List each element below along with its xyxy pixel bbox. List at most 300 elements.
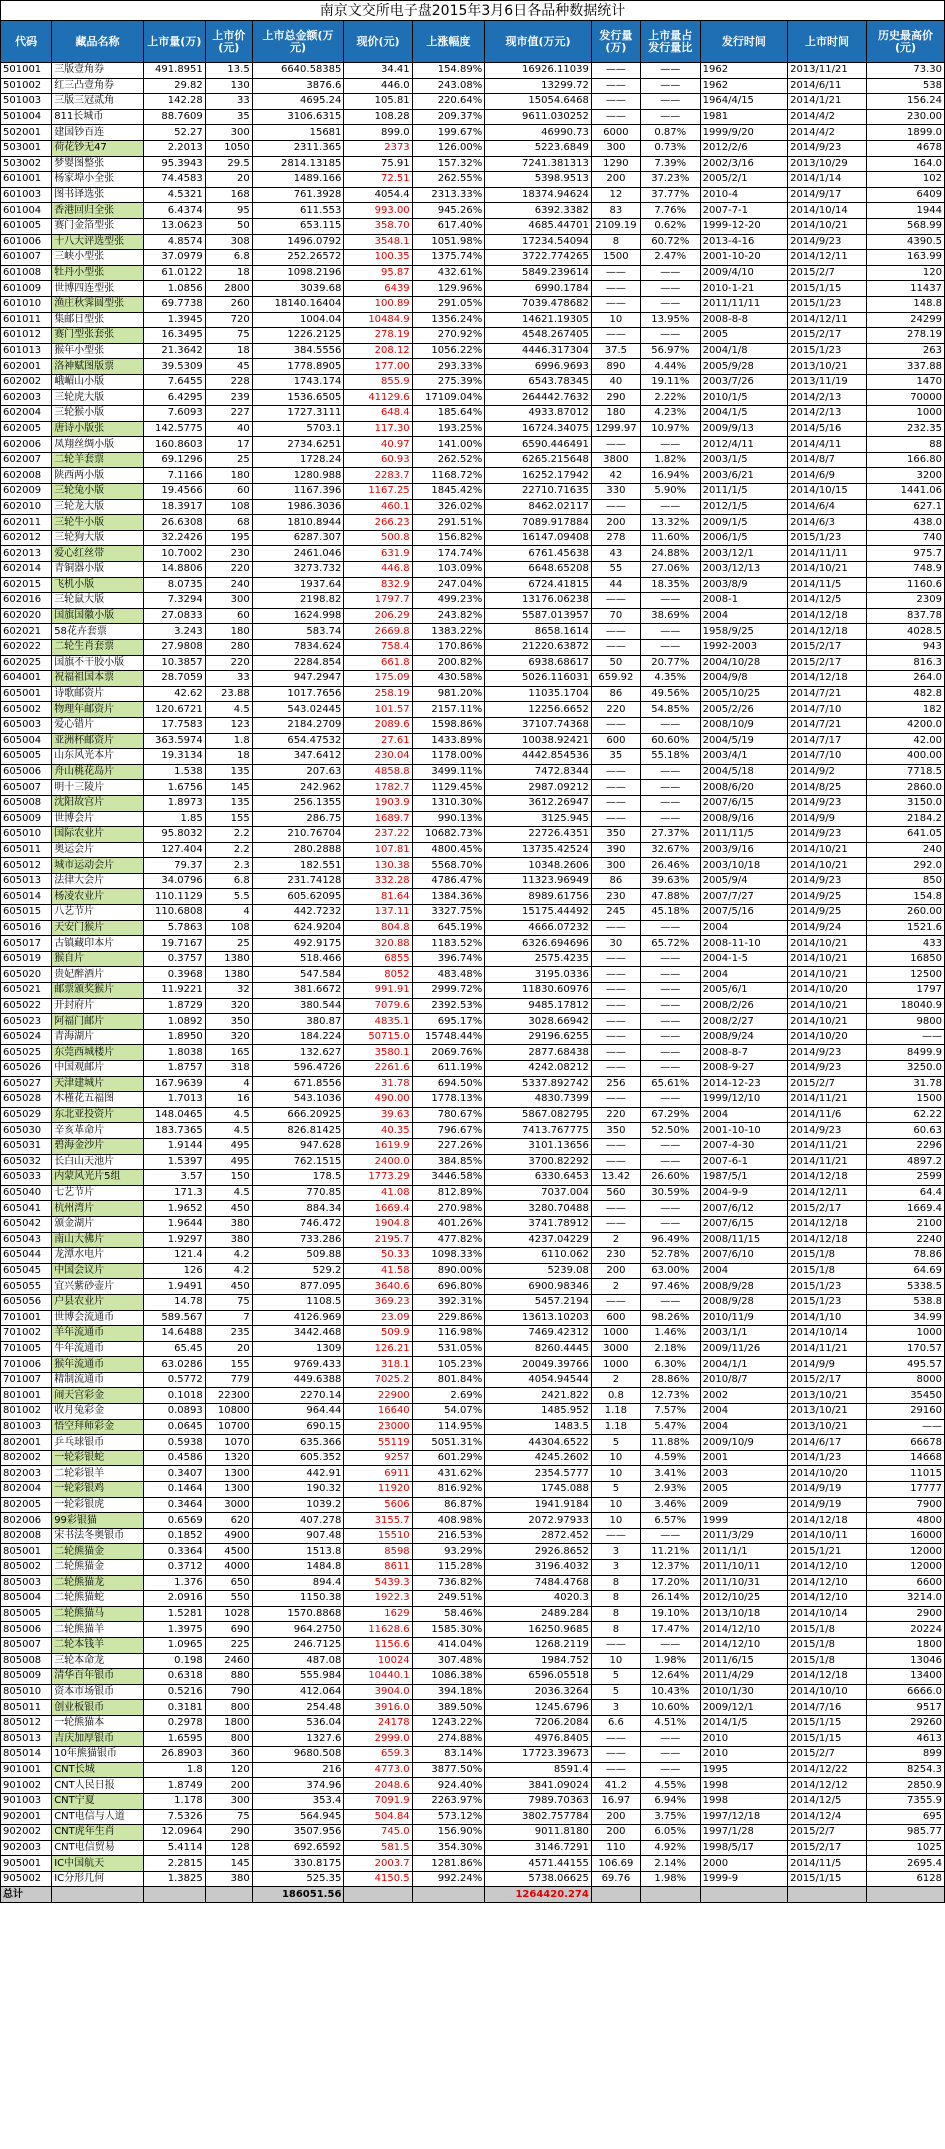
table-cell: 1984.752 — [485, 1653, 592, 1669]
table-cell: 6128 — [867, 1871, 945, 1887]
table-cell: 611.553 — [252, 203, 344, 219]
table-cell: 1997/12/18 — [700, 1809, 787, 1825]
table-cell: 2400.0 — [344, 1154, 412, 1170]
table-cell: 200 — [591, 1263, 640, 1279]
table-cell: 293.33% — [412, 359, 485, 375]
table-cell: 164.0 — [867, 156, 945, 172]
table-cell: 29196.6255 — [485, 1029, 592, 1045]
table-cell: 2014/12/22 — [788, 1762, 867, 1778]
table-cell: 380 — [205, 1216, 252, 1232]
table-cell: 3446.58% — [412, 1170, 485, 1186]
table-cell: 290 — [205, 1825, 252, 1841]
table-cell: 602009 — [1, 484, 52, 500]
table-cell: 2014/10/21 — [788, 967, 867, 983]
table-row — [1, 1793, 945, 1809]
table-cell: 605028 — [1, 1092, 52, 1108]
table-cell: 1999 — [700, 1513, 787, 1529]
table-cell — [52, 1887, 144, 1903]
table-cell: 105.23% — [412, 1357, 485, 1373]
table-row — [1, 1778, 945, 1794]
column-header: 现价(元) — [344, 21, 412, 63]
table-cell: 2014/10/21 — [788, 998, 867, 1014]
table-cell: 60.60% — [640, 733, 700, 749]
table-cell: 1168.72% — [412, 468, 485, 484]
table-cell: 602011 — [1, 515, 52, 531]
table-cell: 115.28% — [412, 1560, 485, 1576]
table-cell: 86.87% — [412, 1497, 485, 1513]
table-row — [1, 983, 945, 999]
table-cell: 2015/1/21 — [788, 1544, 867, 1560]
table-row — [1, 749, 945, 765]
table-row — [1, 1809, 945, 1825]
table-cell: 2004/5/18 — [700, 764, 787, 780]
table-cell: 2010 — [700, 1747, 787, 1763]
table-cell: 24178 — [344, 1715, 412, 1731]
table-row — [1, 1388, 945, 1404]
table-cell: 2010-1-21 — [700, 281, 787, 297]
table-row — [1, 1310, 945, 1326]
table-cell: 4548.267405 — [485, 328, 592, 344]
table-cell: 2014/9/23 — [788, 795, 867, 811]
table-cell — [640, 1887, 700, 1903]
table-cell: 44304.6522 — [485, 1435, 592, 1451]
table-cell: 360 — [205, 1747, 252, 1763]
table-cell: 15748.44% — [412, 1029, 485, 1045]
table-row — [1, 187, 945, 203]
table-cell: 54.85% — [640, 702, 700, 718]
table-cell: 1129.45% — [412, 780, 485, 796]
table-cell: 17109.04% — [412, 390, 485, 406]
table-cell: 20049.39766 — [485, 1357, 592, 1373]
table-cell: 2001-10-20 — [700, 250, 787, 266]
table-cell: 2.69% — [412, 1388, 485, 1404]
table-cell: 2311.365 — [252, 140, 344, 156]
table-cell: 3.243 — [143, 624, 205, 640]
table-cell: 220.64% — [412, 94, 485, 110]
table-cell: 155 — [205, 811, 252, 827]
table-row — [1, 1856, 945, 1872]
table-row — [1, 811, 945, 827]
table-cell: 二轮彩银羊 — [52, 1466, 144, 1482]
total-row — [1, 1887, 945, 1903]
table-cell: 2008/9/28 — [700, 1279, 787, 1295]
table-cell: 0.3181 — [143, 1700, 205, 1716]
table-row — [1, 421, 945, 437]
table-cell: 62.22 — [867, 1107, 945, 1123]
table-cell: 374.96 — [252, 1778, 344, 1794]
table-cell: 37107.74368 — [485, 717, 592, 733]
table-cell: —— — [591, 780, 640, 796]
table-cell: 6330.6453 — [485, 1170, 592, 1186]
table-cell: 2015/1/15 — [788, 1715, 867, 1731]
table-cell: 2014/11/21 — [788, 1092, 867, 1108]
table-cell: 200 — [591, 1825, 640, 1841]
table-cell: 67.29% — [640, 1107, 700, 1123]
table-cell: 2014/9/23 — [788, 1123, 867, 1139]
table-cell: 95.87 — [344, 265, 412, 281]
table-cell: 0.5216 — [143, 1684, 205, 1700]
table-cell: 贵妃醉酒片 — [52, 967, 144, 983]
table-cell: 2014/9/24 — [788, 920, 867, 936]
table-cell: 2014/10/10 — [788, 1684, 867, 1700]
table-cell: 100.35 — [344, 250, 412, 266]
table-cell: 10700 — [205, 1419, 252, 1435]
table-cell: 5703.1 — [252, 421, 344, 437]
table-cell: 79.37 — [143, 858, 205, 874]
table-row — [1, 1263, 945, 1279]
table-cell: 1.8757 — [143, 1061, 205, 1077]
table-cell: 801.84% — [412, 1372, 485, 1388]
table-cell: 3.75% — [640, 1809, 700, 1825]
table-cell: 13.32% — [640, 515, 700, 531]
table-cell: 2013/10/18 — [700, 1606, 787, 1622]
table-cell: 605021 — [1, 983, 52, 999]
table-cell: 2008-1 — [700, 593, 787, 609]
table-cell: 9680.508 — [252, 1747, 344, 1763]
table-cell: 148.8 — [867, 296, 945, 312]
table-cell: 2011/10/31 — [700, 1575, 787, 1591]
table-cell: 605013 — [1, 873, 52, 889]
table-cell: 200 — [205, 1778, 252, 1794]
table-cell: 602006 — [1, 437, 52, 453]
table-cell: 16.97 — [591, 1793, 640, 1809]
table-cell: 9485.17812 — [485, 998, 592, 1014]
table-cell: 4666.07232 — [485, 920, 592, 936]
table-cell: 1320 — [205, 1450, 252, 1466]
table-cell: 1178.00% — [412, 749, 485, 765]
table-cell: 605029 — [1, 1107, 52, 1123]
table-cell: 30.59% — [640, 1185, 700, 1201]
table-cell: 0.3757 — [143, 951, 205, 967]
table-cell: 88.7609 — [143, 109, 205, 125]
table-cell: 3195.0336 — [485, 967, 592, 983]
table-cell: 3250.0 — [867, 1061, 945, 1077]
table-cell: 66678 — [867, 1435, 945, 1451]
table-cell: 2015/2/17 — [788, 328, 867, 344]
table-cell: 1845.42% — [412, 484, 485, 500]
table-cell: 135 — [205, 795, 252, 811]
table-row — [1, 1045, 945, 1061]
table-cell: 中国观邮片 — [52, 1061, 144, 1077]
table-cell: 22900 — [344, 1388, 412, 1404]
table-cell: 2008/9/24 — [700, 1029, 787, 1045]
table-cell: 2014/10/20 — [788, 1029, 867, 1045]
table-cell: 1383.22% — [412, 624, 485, 640]
column-header: 上市总金额(万元) — [252, 21, 344, 63]
table-cell: —— — [640, 593, 700, 609]
table-cell: 804.8 — [344, 920, 412, 936]
table-cell: 270.92% — [412, 328, 485, 344]
table-cell — [412, 1887, 485, 1903]
table-cell: 10024 — [344, 1653, 412, 1669]
table-cell: 2048.6 — [344, 1778, 412, 1794]
table-cell: 6.94% — [640, 1793, 700, 1809]
table-cell: 17234.54094 — [485, 234, 592, 250]
table-row — [1, 1684, 945, 1700]
table-cell: 3.41% — [640, 1466, 700, 1482]
table-cell: 350 — [205, 1014, 252, 1030]
table-cell: —— — [640, 94, 700, 110]
table-cell: 猴年流通币 — [52, 1357, 144, 1373]
table-cell: 165 — [205, 1045, 252, 1061]
table-cell: 2072.97933 — [485, 1513, 592, 1529]
table-cell: 1.9491 — [143, 1279, 205, 1295]
table-cell: 2.2 — [205, 842, 252, 858]
table-cell: 4976.8405 — [485, 1731, 592, 1747]
table-cell: 491.8951 — [143, 63, 205, 79]
table-cell: 2195.7 — [344, 1232, 412, 1248]
table-cell: 5606 — [344, 1497, 412, 1513]
table-cell: 3580.1 — [344, 1045, 412, 1061]
table-cell: 135 — [205, 764, 252, 780]
table-cell: 5439.3 — [344, 1575, 412, 1591]
table-cell: 1039.2 — [252, 1497, 344, 1513]
table-cell: 2014/10/11 — [788, 1528, 867, 1544]
table-cell: 19.3134 — [143, 749, 205, 765]
table-cell: 2004/10/28 — [700, 655, 787, 671]
table-cell: 156.24 — [867, 94, 945, 110]
table-cell: 605031 — [1, 1138, 52, 1154]
table-cell: 2015/2/17 — [788, 1201, 867, 1217]
table-cell: 256 — [591, 1076, 640, 1092]
table-cell: 2007-7-1 — [700, 203, 787, 219]
table-cell: 东莞西城楼片 — [52, 1045, 144, 1061]
table-cell: 101.57 — [344, 702, 412, 718]
table-cell: 1.8950 — [143, 1029, 205, 1045]
table-cell: 2003/1/5 — [700, 452, 787, 468]
table-cell: IC分形几何 — [52, 1871, 144, 1887]
table-cell: 闹天宫彩金 — [52, 1388, 144, 1404]
table-cell: 659.92 — [591, 671, 640, 687]
table-cell: 山东风光本片 — [52, 749, 144, 765]
table-cell: 509.9 — [344, 1326, 412, 1342]
table-cell: 开封府片 — [52, 998, 144, 1014]
table-row — [1, 1482, 945, 1498]
table-cell: 6000 — [591, 125, 640, 141]
table-cell: 梦婴图整张 — [52, 156, 144, 172]
table-cell: 1944 — [867, 203, 945, 219]
table-cell: 24299 — [867, 312, 945, 328]
table-cell: 605014 — [1, 889, 52, 905]
table-cell: 156.82% — [412, 530, 485, 546]
table-cell: 2014-12-23 — [700, 1076, 787, 1092]
table-cell: 601012 — [1, 328, 52, 344]
table-cell: 56.97% — [640, 343, 700, 359]
table-cell: 2003/1/1 — [700, 1326, 787, 1342]
table-cell: 3273.732 — [252, 562, 344, 578]
table-cell: 2012/4/11 — [700, 437, 787, 453]
table-cell: 18 — [205, 749, 252, 765]
table-row — [1, 1123, 945, 1139]
table-cell: —— — [591, 94, 640, 110]
table-cell: 2014/12/10 — [788, 1591, 867, 1607]
table-cell: 65.45 — [143, 1341, 205, 1357]
table-cell: 1167.396 — [252, 484, 344, 500]
table-cell: 三峡小型张 — [52, 250, 144, 266]
table-cell: 1108.5 — [252, 1294, 344, 1310]
table-cell: 2000 — [700, 1856, 787, 1872]
table-cell: 278.19 — [867, 328, 945, 344]
sheet-title: 南京文交所电子盘2015年3月6日各品种数据统计 — [0, 0, 945, 20]
table-cell: 604001 — [1, 671, 52, 687]
table-cell: 3700.82292 — [485, 1154, 592, 1170]
table-cell: 2004 — [700, 1107, 787, 1123]
table-cell: 1160.6 — [867, 577, 945, 593]
table-row — [1, 515, 945, 531]
table-cell: 2014/7/21 — [788, 686, 867, 702]
table-cell: 4897.2 — [867, 1154, 945, 1170]
table-cell: 230.00 — [867, 109, 945, 125]
table-cell: 605.352 — [252, 1450, 344, 1466]
table-cell: 394.18% — [412, 1684, 485, 1700]
table-cell: 58花卉套票 — [52, 624, 144, 640]
table-cell: 2014/8/7 — [788, 452, 867, 468]
table-cell: 209.37% — [412, 109, 485, 125]
table-cell: 陕西两小版 — [52, 468, 144, 484]
table-cell: 624.9204 — [252, 920, 344, 936]
table-cell: 22300 — [205, 1388, 252, 1404]
table-cell: —— — [640, 717, 700, 733]
table-cell: 2460 — [205, 1653, 252, 1669]
table-cell: 唐诗小版张 — [52, 421, 144, 437]
table-row — [1, 920, 945, 936]
table-cell: 木槿花五福图 — [52, 1092, 144, 1108]
table-cell: 150 — [205, 1170, 252, 1186]
table-cell: —— — [640, 1154, 700, 1170]
table-cell: —— — [591, 1294, 640, 1310]
table-row — [1, 717, 945, 733]
table-cell: 12000 — [867, 1560, 945, 1576]
table-cell: 14621.19305 — [485, 312, 592, 328]
table-cell: 762.1515 — [252, 1154, 344, 1170]
table-cell: 11.88% — [640, 1435, 700, 1451]
table-cell: 2007/6/10 — [700, 1248, 787, 1264]
table-cell: 3150.0 — [867, 795, 945, 811]
table-cell: 543.1036 — [252, 1092, 344, 1108]
table-cell: 207.63 — [252, 764, 344, 780]
table-cell: 701001 — [1, 1310, 52, 1326]
table-cell: 31.78 — [867, 1076, 945, 1092]
table-row — [1, 1450, 945, 1466]
table-cell: 2.14% — [640, 1856, 700, 1872]
table-cell: 899.0 — [344, 125, 412, 141]
table-row — [1, 1731, 945, 1747]
table-cell: 86 — [591, 686, 640, 702]
table-cell: 990.13% — [412, 811, 485, 827]
table-cell: 40 — [591, 374, 640, 390]
table-cell: 884.34 — [252, 1201, 344, 1217]
table-cell: 1268.2119 — [485, 1637, 592, 1653]
table-cell: 5051.31% — [412, 1435, 485, 1451]
table-cell: 1619.9 — [344, 1138, 412, 1154]
table-cell: 924.40% — [412, 1778, 485, 1794]
table-cell: 34.99 — [867, 1310, 945, 1326]
table-cell: 4835.1 — [344, 1014, 412, 1030]
table-cell: 7.5326 — [143, 1809, 205, 1825]
table-header — [1, 21, 945, 63]
table-cell: 6287.307 — [252, 530, 344, 546]
table-cell: 690 — [205, 1622, 252, 1638]
table-cell: 16.3495 — [143, 328, 205, 344]
table-cell: 330 — [591, 484, 640, 500]
table-cell: 户县农业片 — [52, 1294, 144, 1310]
table-row — [1, 1279, 945, 1295]
table-cell: 602015 — [1, 577, 52, 593]
table-cell: 3802.757784 — [485, 1809, 592, 1825]
table-cell: 21.3642 — [143, 343, 205, 359]
table-cell: 1.3825 — [143, 1871, 205, 1887]
table-cell: 7.1166 — [143, 468, 205, 484]
table-cell: 2014/9/23 — [788, 1045, 867, 1061]
table-cell: 34.41 — [344, 63, 412, 79]
table-cell: 442.7232 — [252, 905, 344, 921]
table-cell: 乒乓球银币 — [52, 1435, 144, 1451]
table-cell: 1290 — [591, 156, 640, 172]
table-cell: 12.0964 — [143, 1825, 205, 1841]
table-cell: 长白山天池片 — [52, 1154, 144, 1170]
table-cell: 602016 — [1, 593, 52, 609]
table-cell: 2014/8/25 — [788, 780, 867, 796]
table-cell: 沈阳故宫片 — [52, 795, 144, 811]
table-cell: 2014/12/10 — [700, 1622, 787, 1638]
table-cell: 4390.5 — [867, 234, 945, 250]
table-cell: 611.19% — [412, 1061, 485, 1077]
table-cell: 72.51 — [344, 172, 412, 188]
table-cell: 2015/1/23 — [788, 1294, 867, 1310]
table-cell: 2014/5/16 — [788, 421, 867, 437]
table-cell: —— — [591, 983, 640, 999]
table-cell: 208.12 — [344, 343, 412, 359]
table-cell: 180 — [205, 624, 252, 640]
table-cell: 4 — [205, 905, 252, 921]
table-cell: 洛神赋图版票 — [52, 359, 144, 375]
table-cell: 509.88 — [252, 1248, 344, 1264]
table-cell: 2184.2 — [867, 811, 945, 827]
table-cell: 7.57% — [640, 1404, 700, 1420]
table-cell: 10038.92421 — [485, 733, 592, 749]
table-cell: 45 — [205, 359, 252, 375]
table-cell: 8 — [591, 1591, 640, 1607]
table-cell: 南山大佛片 — [52, 1232, 144, 1248]
table-cell: 805005 — [1, 1606, 52, 1622]
table-cell: 141.00% — [412, 437, 485, 453]
table-cell: 2007/6/12 — [700, 1201, 787, 1217]
table-cell: 991.91 — [344, 983, 412, 999]
table-cell: 180 — [591, 406, 640, 422]
table-cell: 31.78 — [344, 1076, 412, 1092]
table-cell: 99彩银猫 — [52, 1513, 144, 1529]
table-cell: 242.962 — [252, 780, 344, 796]
table-cell: 130.38 — [344, 858, 412, 874]
table-cell: 0.3364 — [143, 1544, 205, 1560]
table-cell: 392.31% — [412, 1294, 485, 1310]
table-cell: 126 — [143, 1263, 205, 1279]
table-cell: 集邮日型张 — [52, 312, 144, 328]
table-cell: 10.7002 — [143, 546, 205, 562]
table-cell: 国际农业片 — [52, 827, 144, 843]
table-cell: 1964/4/15 — [700, 94, 787, 110]
table-cell: 2005/9/28 — [700, 359, 787, 375]
table-cell: 2014/12/18 — [788, 608, 867, 624]
table-cell: 2014/10/21 — [788, 218, 867, 234]
table-cell: 7.3294 — [143, 593, 205, 609]
table-row — [1, 936, 945, 952]
table-cell: 1.98% — [640, 1653, 700, 1669]
table-cell: 358.70 — [344, 218, 412, 234]
table-cell: 880 — [205, 1669, 252, 1685]
table-cell: 2015/2/17 — [788, 1372, 867, 1388]
table-cell: 10 — [591, 1653, 640, 1669]
